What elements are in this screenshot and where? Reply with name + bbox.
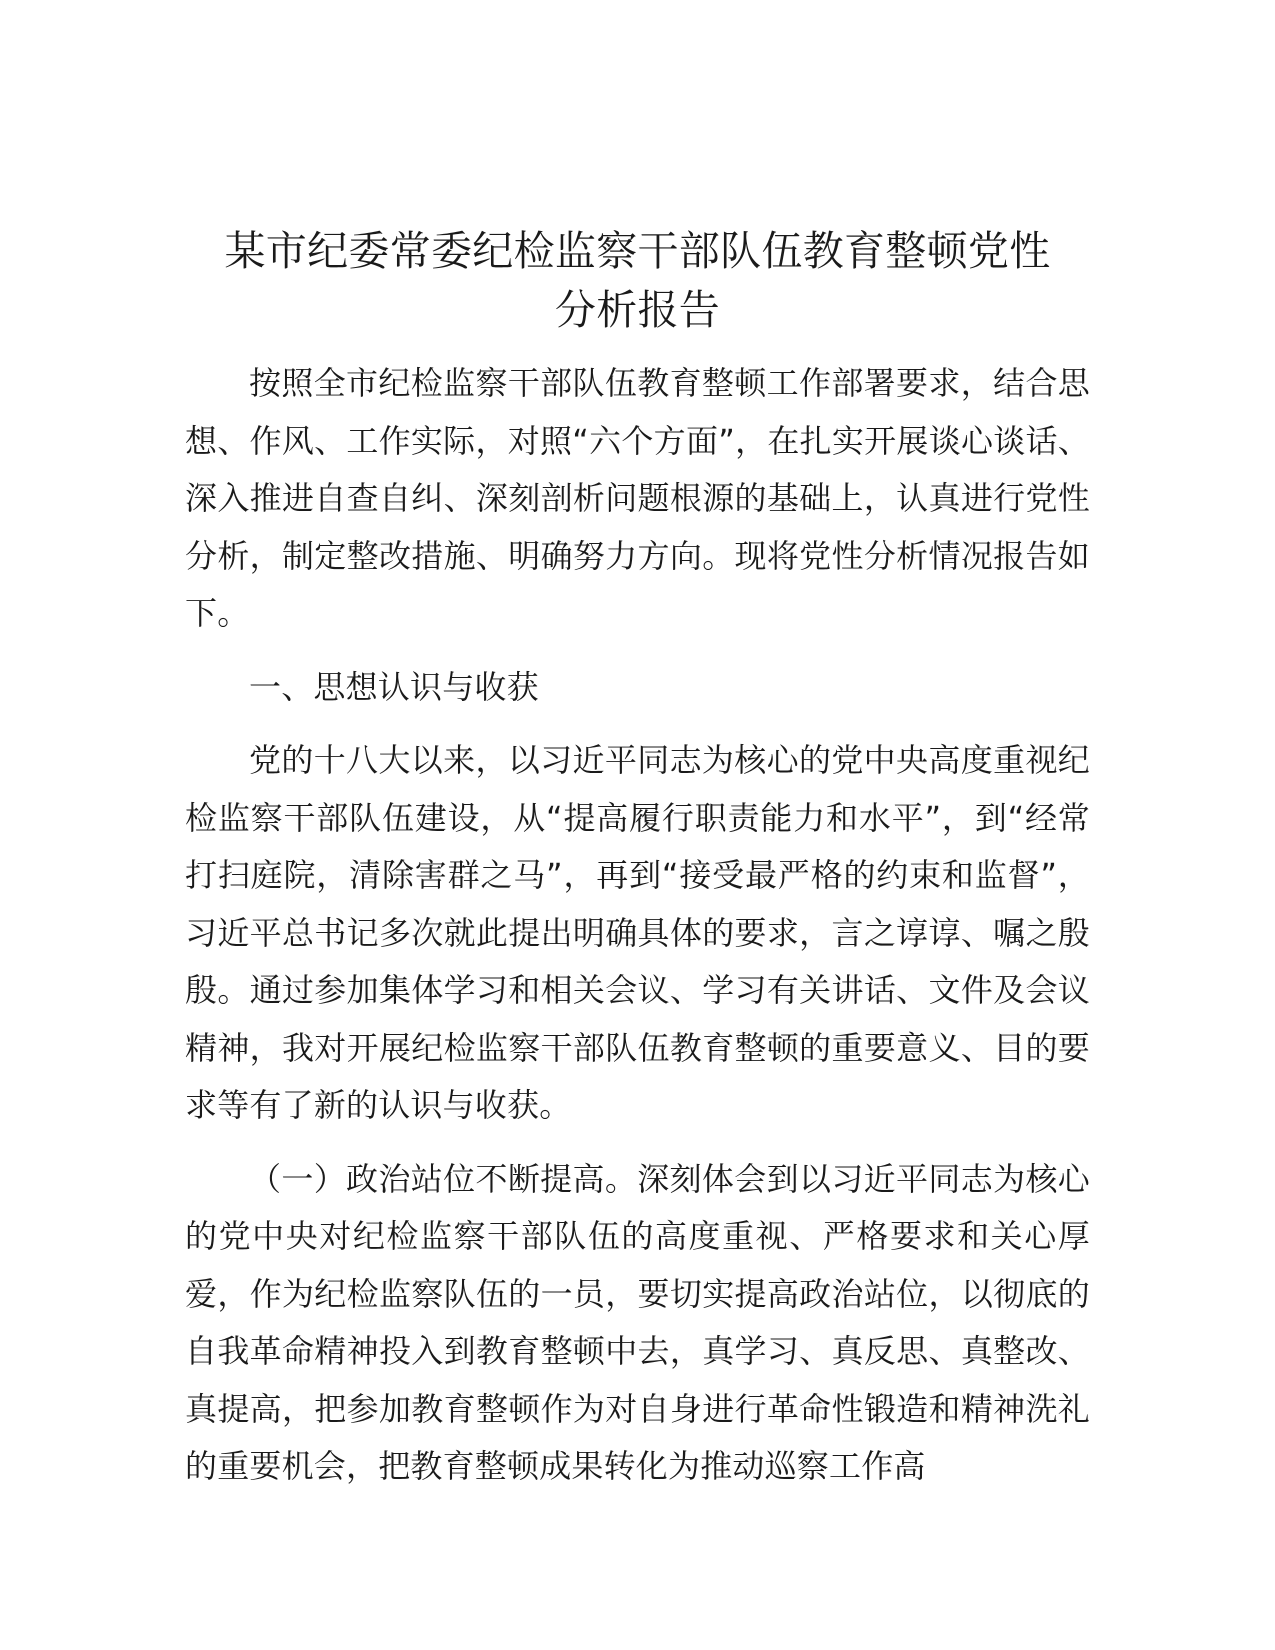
- section-heading-1: 一、思想认识与收获: [249, 667, 539, 706]
- intro-paragraph: 按照全市纪检监察干部队伍教育整顿工作部署要求，结合思想、作风、工作实际，对照“六个方面”，在扎实开展谈心谈话、深入推进自查自纠、深刻剖析问题根源的基础上，认真进行党性分析，制定整改措施、明确努力方向。现将党性分析情况报告如下。: [185, 364, 1090, 632]
- subsection-paragraph-1: （一）政治站位不断提高。深刻体会到以习近平同志为核心的党中央对纪检监察干部队伍的高度重视、严格要求和关心厚爱，作为纪检监察队伍的一员，要切实提高政治站位，以彻底的自我革命精神投入到教育整顿中去，真学习、真反思、真整改、真提高，把参加教育整顿作为对自身进行革命性锻造和精神洗礼的重要机会，把教育整顿成果转化为推动巡察工作高: [185, 1159, 1090, 1485]
- body-paragraph: 党的十八大以来，以习近平同志为核心的党中央高度重视纪检监察干部队伍建设，从“提高履行职责能力和水平”，到“经常打扫庭院，清除害群之马”，再到“接受最严格的约束和监督”，习近平总书记多次就此提出明确具体的要求，言之谆谆、嘱之殷殷。通过参加集体学习和相关会议、学习有关讲话、文件及会议精神，我对开展纪检监察干部队伍教育整顿的重要意义、目的要求等有了新的认识与收获。: [185, 741, 1090, 1124]
- document-title-line-2: 分析报告: [554, 286, 721, 334]
- document-body: [185, 355, 1090, 1512]
- document-title-line-1: 某市纪委常委纪检监察干部队伍教育整顿党性: [224, 227, 1051, 275]
- document-title: [185, 222, 1090, 340]
